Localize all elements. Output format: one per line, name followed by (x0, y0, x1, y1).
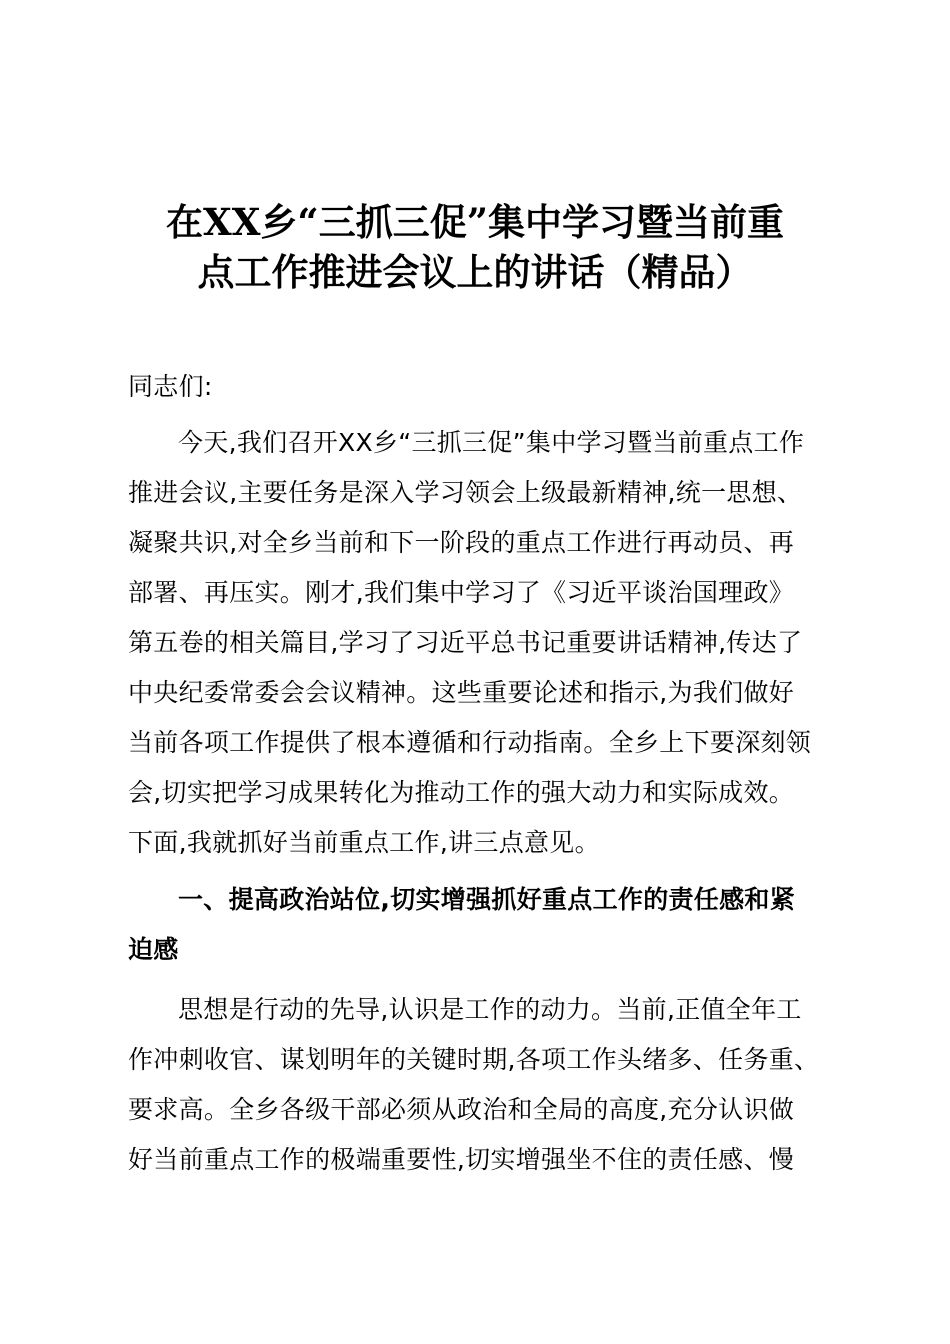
paragraph-1-line: 会,切实把学习成果转化为推动工作的强大动力和实际成效。 (128, 778, 795, 807)
paragraph-1-line: 下面,我就抓好当前重点工作,讲三点意见。 (128, 828, 600, 857)
paragraph-1-line: 第五卷的相关篇目,学习了习近平总书记重要讲话精神,传达了 (128, 628, 803, 657)
paragraph-2-line: 要求高。全乡各级干部必须从政治和全局的高度,充分认识做 (128, 1095, 795, 1124)
paragraph-1-line: 当前各项工作提供了根本遵循和行动指南。全乡上下要深刻领 (128, 728, 812, 757)
paragraph-1-line: 中央纪委常委会会议精神。这些重要论述和指示,为我们做好 (128, 678, 795, 707)
section-heading-1-line: 一、提高政治站位,切实增强抓好重点工作的责任感和紧 (178, 885, 795, 914)
section-heading-1-line: 迫感 (128, 935, 179, 964)
salutation: 同志们: (128, 372, 213, 401)
paragraph-1-line: 凝聚共识,对全乡当前和下一阶段的重点工作进行再动员、再 (128, 528, 795, 557)
paragraph-2-line: 作冲刺收官、谋划明年的关键时期,各项工作头绪多、任务重、 (128, 1045, 820, 1074)
paragraph-2-line: 思想是行动的先导,认识是工作的动力。当前,正值全年工 (178, 995, 802, 1024)
paragraph-1-line: 推进会议,主要任务是深入学习领会上级最新精神,统一思想、 (128, 478, 803, 507)
document-title-line-1: 在XX乡“三抓三促”集中学习暨当前重 (166, 200, 784, 244)
paragraph-1-line: 今天,我们召开XX乡“三抓三促”集中学习暨当前重点工作 (178, 428, 805, 457)
paragraph-1-line: 部署、再压实。刚才,我们集中学习了《习近平谈治国理政》 (128, 578, 795, 607)
paragraph-2-line: 好当前重点工作的极端重要性,切实增强坐不住的责任感、慢 (128, 1145, 795, 1174)
document-title-line-2: 点工作推进会议上的讲话（精品） (197, 250, 753, 294)
